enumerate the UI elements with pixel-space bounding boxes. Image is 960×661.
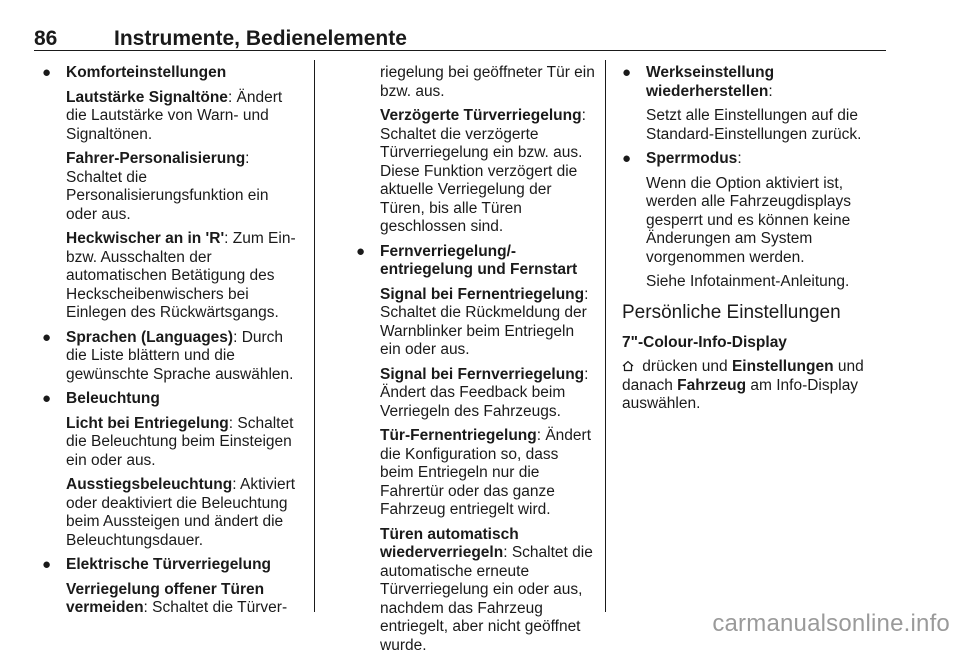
section-heading: Persönliche Einstellungen	[622, 301, 841, 323]
list-item-tuerverriegelung-cont	[356, 64, 596, 237]
setting-paragraph: riegelung bei geöffneter Tür ein bzw. aus.	[380, 64, 595, 100]
setting-paragraph	[66, 89, 300, 145]
bullet-icon: ●	[42, 64, 52, 81]
sub-heading: 7"-Colour-Info-Display	[622, 333, 787, 351]
item-title: Werkseinstellung wiederherstellen	[646, 64, 775, 100]
list-item-sperrmodus	[622, 150, 892, 292]
setting-term: Heckwischer an in 'R'	[66, 230, 225, 247]
setting-text: : Ändert die Konfiguration so, dass beim Entriegeln nur die Fahrertür oder das ganze Fahrzeug entriegelt wird.	[380, 427, 592, 518]
page-header	[34, 27, 886, 51]
setting-term: Signal bei Fernentriegelung	[380, 285, 585, 303]
setting-text: : Zum Ein- bzw. Ausschalten der automatischen Betätigung des Heckscheibenwischers bei Einlegen des Rückwärtsgangs.	[66, 230, 296, 321]
setting-text: Wenn die Option aktiviert ist, werden alle Fahrzeugdisplays gesperrt und es können keine Änderungen am System vorgenommen werden.	[646, 174, 852, 266]
setting-text: : Durch die Liste blättern und die gewünschte Sprache auswählen.	[66, 328, 294, 383]
setting-paragraph	[380, 427, 596, 520]
setting-paragraph	[380, 526, 596, 656]
instruction-text: am Info-Display auswählen.	[622, 376, 859, 412]
setting-paragraph	[380, 366, 596, 422]
column-divider-1	[314, 60, 315, 612]
setting-paragraph	[66, 476, 300, 550]
setting-text: : Ändert die Lautstärke von Warn- und Signaltönen.	[66, 88, 283, 143]
item-title-line	[646, 150, 892, 169]
item-title: Elektrische Türverriegelung	[66, 556, 272, 573]
item-title: Beleuchtung	[66, 390, 160, 407]
setting-paragraph	[380, 286, 596, 360]
page-title: Instrumente, Bedienelemente	[114, 27, 407, 50]
setting-text: : Schaltet die Personalisierungsfunktion ein oder aus.	[66, 150, 269, 223]
bullet-icon: ●	[622, 64, 632, 81]
item-title-colon: :	[768, 82, 773, 100]
setting-term: Verzögerte Türverriegelung	[380, 107, 582, 124]
bullet-icon: ●	[42, 328, 52, 346]
setting-paragraph	[66, 581, 300, 618]
setting-text: : Aktiviert oder deaktiviert die Beleuchtung beim Aussteigen und ändert die Beleuchtungsdauer.	[66, 476, 296, 549]
setting-text: : Schaltet die Türver-	[143, 599, 288, 616]
header-rule	[34, 50, 886, 51]
column-1	[42, 64, 300, 624]
item-title: Fernverriegelung/-entriegelung und Fernstart	[380, 242, 578, 278]
setting-term: Sprachen (Languages)	[66, 328, 234, 346]
bullet-icon: ●	[42, 556, 52, 573]
bullet-icon: ●	[356, 242, 366, 260]
setting-paragraph	[380, 107, 596, 237]
item-title-line	[646, 64, 892, 101]
setting-text: : Ändert das Feedback beim Verriegeln des Fahrzeugs.	[380, 365, 589, 420]
column-2	[356, 64, 596, 661]
instruction-text: und danach	[622, 358, 864, 394]
list-item-sprachen	[42, 329, 300, 385]
setting-term: Tür-Fernentriegelung	[380, 427, 537, 444]
list-item-fernverriegelung	[356, 243, 596, 656]
page-number: 86	[34, 27, 58, 50]
list-item-tuerverriegelung	[42, 556, 300, 618]
setting-paragraph	[66, 230, 300, 323]
setting-term: Türen automatisch wiederverriegeln	[380, 525, 519, 561]
list-item-komfort	[42, 64, 300, 323]
setting-paragraph	[66, 415, 300, 471]
column-divider-2	[605, 60, 606, 612]
setting-text: : Schaltet die verzögerte Türverriegelung ein bzw. aus. Diese Funktion verzögert die aktuelle Verriegelung der Türen, bis alle Türen geschlossen sind.	[380, 107, 586, 235]
setting-term: Fahrer-Personalisierung	[66, 150, 246, 167]
instruction-term: Einstellungen	[731, 358, 834, 375]
setting-paragraph	[66, 150, 300, 224]
list-item-werkseinstellung	[622, 64, 892, 144]
instruction-term: Fahrzeug	[677, 376, 747, 394]
setting-text: : Schaltet die automatische erneute Türverriegelung ein oder aus, nachdem das Fahrzeug entriegelt, aber nicht geöffnet wurde.	[380, 544, 593, 654]
setting-paragraph	[66, 329, 300, 385]
setting-text: : Schaltet die Rückmeldung der Warnblinker beim Entriegeln ein oder aus.	[380, 285, 589, 358]
instruction-paragraph	[622, 358, 892, 414]
column-3	[622, 64, 892, 420]
item-title: Komforteinstellungen	[66, 64, 227, 81]
setting-term: Lautstärke Signaltöne	[66, 88, 228, 106]
setting-term: Verriegelung offener Türen vermeiden	[66, 580, 265, 616]
setting-term: Ausstiegsbeleuchtung	[66, 476, 233, 493]
setting-text: : Schaltet die Beleuchtung beim Einsteigen ein oder aus.	[66, 414, 294, 469]
setting-text: Setzt alle Einstellungen auf die Standard-Einstellungen zurück.	[646, 107, 862, 143]
setting-term: Signal bei Fernverriegelung	[380, 365, 585, 383]
bullet-icon: ●	[42, 390, 52, 407]
instruction-text: drücken und	[638, 358, 732, 375]
watermark: carmanualsonline.info	[712, 610, 950, 637]
reference-text: Siehe Infotainment-Anleitung.	[646, 273, 850, 290]
list-item-beleuchtung	[42, 390, 300, 550]
home-icon	[622, 360, 634, 372]
item-title: Sperrmodus	[646, 150, 738, 167]
setting-term: Licht bei Entriegelung	[66, 414, 229, 432]
bullet-icon: ●	[622, 150, 632, 167]
item-title-colon: :	[737, 150, 742, 167]
